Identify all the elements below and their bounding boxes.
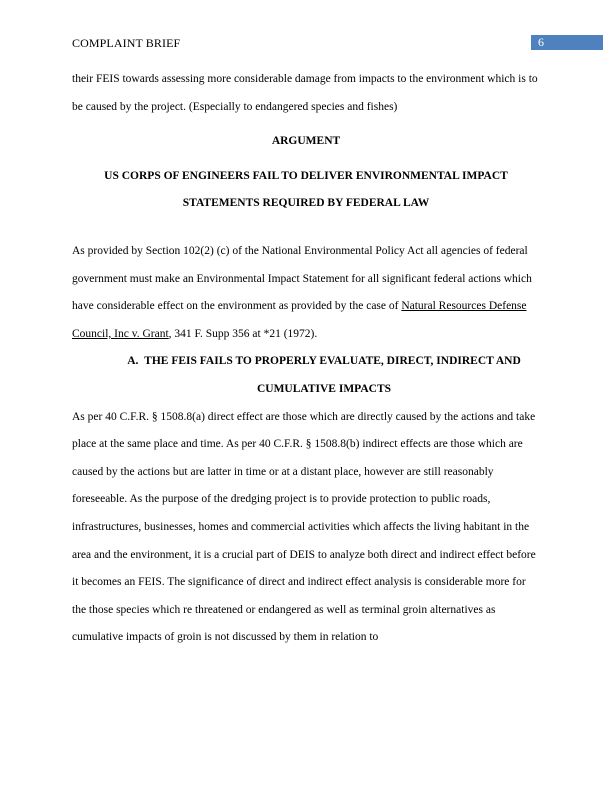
paragraph-nepa-text: As provided by Section 102(2) (c) of the National Environmental Policy Act all agencies of federal government must make an Environmental Impact Statement for all significant federal actions which have considerable effect on the environment as provided by the case of [72, 244, 532, 313]
argument-heading: ARGUMENT [271, 135, 341, 148]
document-body [72, 66, 540, 652]
running-header: COMPLAINT BRIEF [72, 36, 181, 50]
section-heading: US CORPS OF ENGINEERS FAIL TO DELIVER ENVIRONMENTAL IMPACT STATEMENTS REQUIRED BY FEDERAL LAW [104, 169, 508, 210]
case-citation: Natural Resources Defense Council, Inc v. Grant [72, 300, 527, 340]
page-number: 6 [531, 35, 603, 50]
intro-paragraph: their FEIS towards assessing more considerable damage from impacts to the environment which is to be caused by the project. (Especially to endangered species and fishes) [72, 73, 538, 113]
subheading-label: A. [127, 355, 139, 368]
subheading-a [108, 348, 540, 403]
paragraph-effects: As per 40 C.F.R. § 1508.8(a) direct effect are those which are directly caused by the actions and take place at the same place and time. As per 40 C.F.R. § 1508.8(b) indirect effects are those which are caused by the actions but are latter in time or at a distant place, however are still reasonably foreseeable. As the purpose of the dredging project is to provide protection to public roads, infrastructures, businesses, homes and commercial activities which affects the living habitant in the area and the environment, it is a crucial part of DEIS to analyze both direct and indirect effect before it becomes an FEIS. The significance of direct and indirect effect analysis is considerable more for the those species which re threatened or endangered as well as terminal groin alternatives as cumulative impacts of groin is not discussed by them in relation to [72, 410, 536, 644]
subheading-text: THE FEIS FAILS TO PROPERLY EVALUATE, DIRECT, INDIRECT AND CUMULATIVE IMPACTS [144, 355, 521, 395]
paragraph-nepa [72, 238, 540, 348]
citation-tail: , 341 F. Supp 356 at *21 (1972). [168, 327, 318, 340]
